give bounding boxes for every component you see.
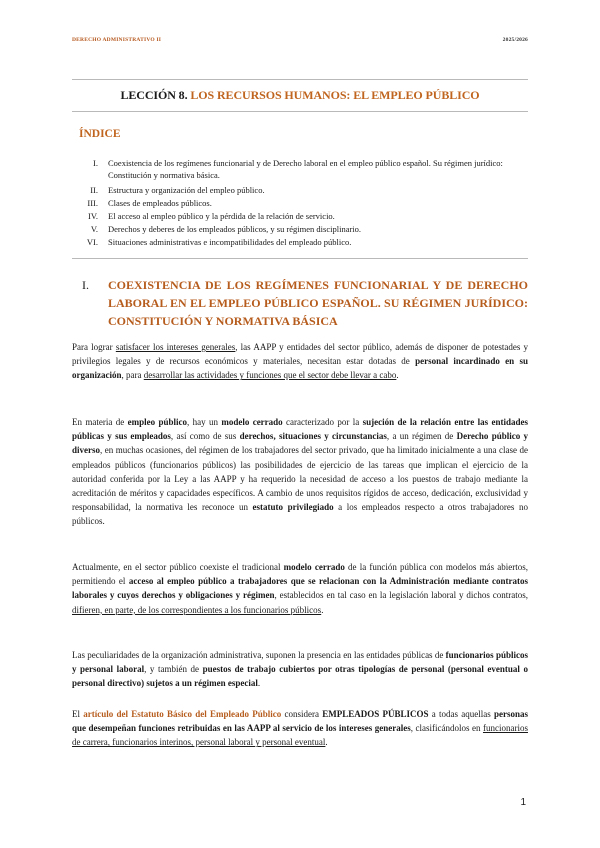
- text-run: El: [72, 709, 84, 719]
- toc-item-number: V.: [90, 224, 98, 234]
- toc-item[interactable]: [72, 223, 528, 235]
- toc-item-number: VI.: [86, 237, 98, 247]
- text-run: .: [396, 370, 399, 381]
- text-run: , las AAPP y entidades del sector público, además de disponer de potestades y privilegios legales y de recursos económicos y materiales, necesitan estar dotadas de: [72, 342, 529, 367]
- text-run: desarrollar las actividades y funciones que el sector debe llevar a cabo: [143, 370, 397, 381]
- text-run: EMPLEADOS PÚBLICOS: [322, 709, 429, 719]
- toc-item-label: Estructura y organización del empleo público.: [108, 185, 265, 195]
- index-rule: [72, 258, 528, 259]
- index-heading: ÍNDICE: [79, 128, 121, 140]
- toc-item-number: II.: [90, 185, 98, 195]
- text-run: modelo cerrado: [283, 562, 345, 572]
- toc-item[interactable]: [72, 157, 528, 181]
- page-number: 1: [520, 797, 526, 808]
- text-run: artículo del Estatuto Básico del Empleado Público: [83, 709, 282, 719]
- text-run: caracterizado por la: [282, 417, 363, 427]
- text-run: personal incardinado en su organización: [72, 356, 528, 381]
- text-run: derechos, situaciones y circunstancias: [239, 431, 387, 442]
- text-run: Las peculiaridades de la organización administrativa, suponen la presencia en las entidades públicas de: [72, 650, 446, 660]
- paragraph-5: [72, 707, 528, 750]
- text-run: empleo público: [127, 417, 187, 427]
- paragraph-1: [72, 340, 528, 383]
- text-run: funcionarios de carrera, funcionarios interinos, personal laboral y personal eventual: [72, 723, 528, 748]
- text-run: , hay un: [186, 417, 222, 427]
- toc-item-number: I.: [93, 158, 98, 168]
- title-rule-bottom: [72, 111, 528, 112]
- lesson-title: [72, 88, 528, 103]
- text-run: Para lograr: [72, 342, 116, 352]
- text-run: , y también de: [144, 664, 203, 675]
- paragraph-4: [72, 648, 528, 691]
- text-run: , establecidos en tal caso en la legislación laboral y dichos contratos,: [274, 590, 528, 601]
- header-year: 2025/2026: [502, 37, 528, 43]
- paragraph-2: [72, 415, 528, 529]
- toc-item-number: III.: [87, 198, 98, 208]
- text-run: puestos de trabajo cubiertos por otras tipologías de personal (personal eventual o personal directivo) sujetos a un régimen especial: [72, 664, 528, 689]
- text-run: , para: [121, 370, 144, 381]
- text-run: a todas aquellas: [428, 709, 494, 719]
- title-rule-top: [72, 79, 528, 80]
- text-run: , en muchas ocasiones, del régimen de los trabajadores del sector privado, que ha limitado inicialmente a una clase de empleados públicos (funcionarios públicos) las posibilidades de ejercicio de las tareas que implican el ejercicio de la autoridad conferida por la Ley a las AAPP y ha requerido la necesidad de acceso a los puestos de trabajo mediante la acreditación de méritos y capacidades específicos. A cambio de unos requisitos rígidos de acceso, dedicación, exclusividad y responsabilidad, la normativa les reconoce un: [72, 445, 528, 513]
- text-run: .: [321, 604, 324, 615]
- text-run: sujeción de la relación entre las entidades públicas y sus empleados: [72, 417, 528, 442]
- text-run: , a un régimen de: [386, 431, 457, 442]
- toc-item[interactable]: [72, 236, 528, 248]
- text-run: Actualmente, en el sector público coexiste el tradicional: [72, 562, 284, 572]
- text-run: Derecho público y diverso: [72, 431, 529, 456]
- toc-item-label: Situaciones administrativas e incompatibilidades del empleado público.: [108, 237, 352, 247]
- text-run: .: [257, 678, 261, 689]
- text-run: funcionarios públicos y personal laboral: [72, 650, 528, 675]
- text-run: a los empleados respecto a otros trabajadores no públicos.: [72, 502, 528, 527]
- lesson-title-text: LOS RECURSOS HUMANOS: EL EMPLEO PÚBLICO: [190, 88, 480, 102]
- toc-item-label: Derechos y deberes de los empleados públicos, y su régimen disciplinario.: [108, 224, 362, 234]
- toc-item[interactable]: [72, 210, 528, 222]
- text-run: En materia de: [72, 417, 128, 427]
- text-run: difieren, en parte, de los correspondientes a los funcionarios públicos: [72, 604, 322, 615]
- toc-item-number: IV.: [88, 211, 98, 221]
- toc-item[interactable]: [72, 197, 528, 209]
- toc-item[interactable]: [72, 184, 528, 196]
- text-run: , así como de sus: [170, 431, 240, 442]
- text-run: personas que desempeñan funciones retribuidas en las AAPP al servicio de los intereses generales: [72, 709, 528, 734]
- text-run: acceso al empleo público a trabajadores que se relacionan con la Administración mediante contratos laborales y cuyos derechos y obligaciones y régimen: [72, 576, 529, 601]
- text-run: , clasificándolos en: [410, 723, 483, 734]
- text-run: .: [325, 737, 328, 748]
- paragraph-3: [72, 560, 528, 617]
- section-number: I.: [82, 278, 89, 292]
- text-run: considera: [281, 709, 323, 719]
- text-run: estatuto privilegiado: [252, 502, 334, 513]
- section-title: COEXISTENCIA DE LOS REGÍMENES FUNCIONARIAL Y DE DERECHO LABORAL EN EL EMPLEO PÚBLICO ESPAÑOL. SU RÉGIMEN JURÍDICO: CONSTITUCIÓN Y NORMATIVA BÁSICA: [108, 278, 528, 328]
- toc-item-label: Clases de empleados públicos.: [108, 198, 212, 208]
- text-run: de la función pública con modelos más abiertos, permitiendo el: [72, 562, 529, 587]
- lesson-prefix: LECCIÓN 8.: [120, 88, 191, 102]
- toc-item-label: El acceso al empleo público y la pérdida de la relación de servicio.: [108, 211, 335, 221]
- text-run: satisfacer los intereses generales: [115, 342, 236, 352]
- text-run: modelo cerrado: [221, 417, 283, 427]
- toc-item-label: Coexistencia de los regímenes funcionarial y de Derecho laboral en el empleo público español. Su régimen jurídico: Constitución y normativa básica.: [108, 158, 503, 180]
- header-course: DERECHO ADMINISTRATIVO II: [72, 37, 162, 43]
